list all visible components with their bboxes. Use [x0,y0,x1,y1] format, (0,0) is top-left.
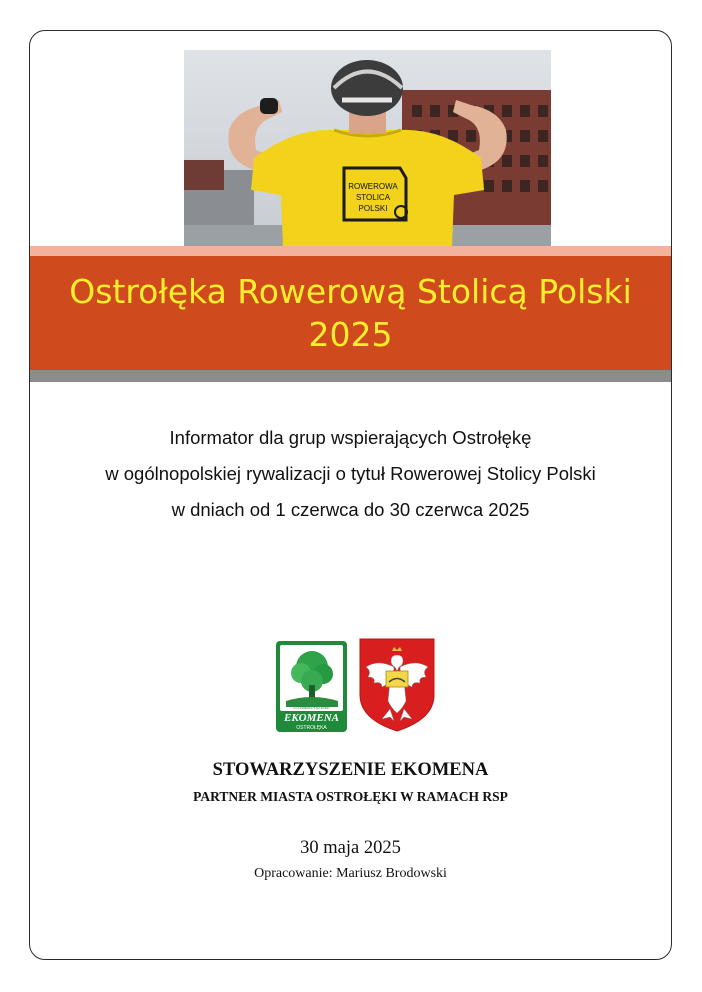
intro-line-1: Informator dla grup wspierających Ostrołękę [169,427,532,448]
page-title-year: 2025 [308,315,393,354]
document-date: 30 maja 2025 [300,838,401,858]
organization-name: STOWARZYSZENIE EKOMENA [212,760,489,780]
coat-of-arms-icon [358,637,436,733]
ekomena-name-text: EKOMENA [283,712,340,724]
title-band-bottom [30,370,671,382]
intro-line-2: w ogólnopolskiej rywalizacji o tytuł Rowerowej Stolicy Polski [105,463,596,484]
jersey-text-3: POLSKI [358,204,388,213]
organization-subtitle: PARTNER MIASTA OSTROŁĘKI W RAMACH RSP [193,789,508,804]
ekomena-city-text: OSTROŁĘKA [296,725,327,731]
title-band [30,256,671,370]
page-title: Ostrołęka Rowerową Stolicą Polski [69,272,632,311]
ekomena-top-text: STOWARZYSZENIE [293,705,330,710]
cover-photo [184,50,551,247]
jersey-text-1: ROWEROWA [348,182,398,191]
intro-text [30,420,671,528]
ekomena-logo [276,641,347,732]
intro-line-3: w dniach od 1 czerwca do 30 czerwca 2025 [171,499,530,520]
title-band-top [30,246,671,256]
jersey-text-2: STOLICA [355,193,391,202]
document-author: Opracowanie: Mariusz Brodowski [254,866,447,881]
